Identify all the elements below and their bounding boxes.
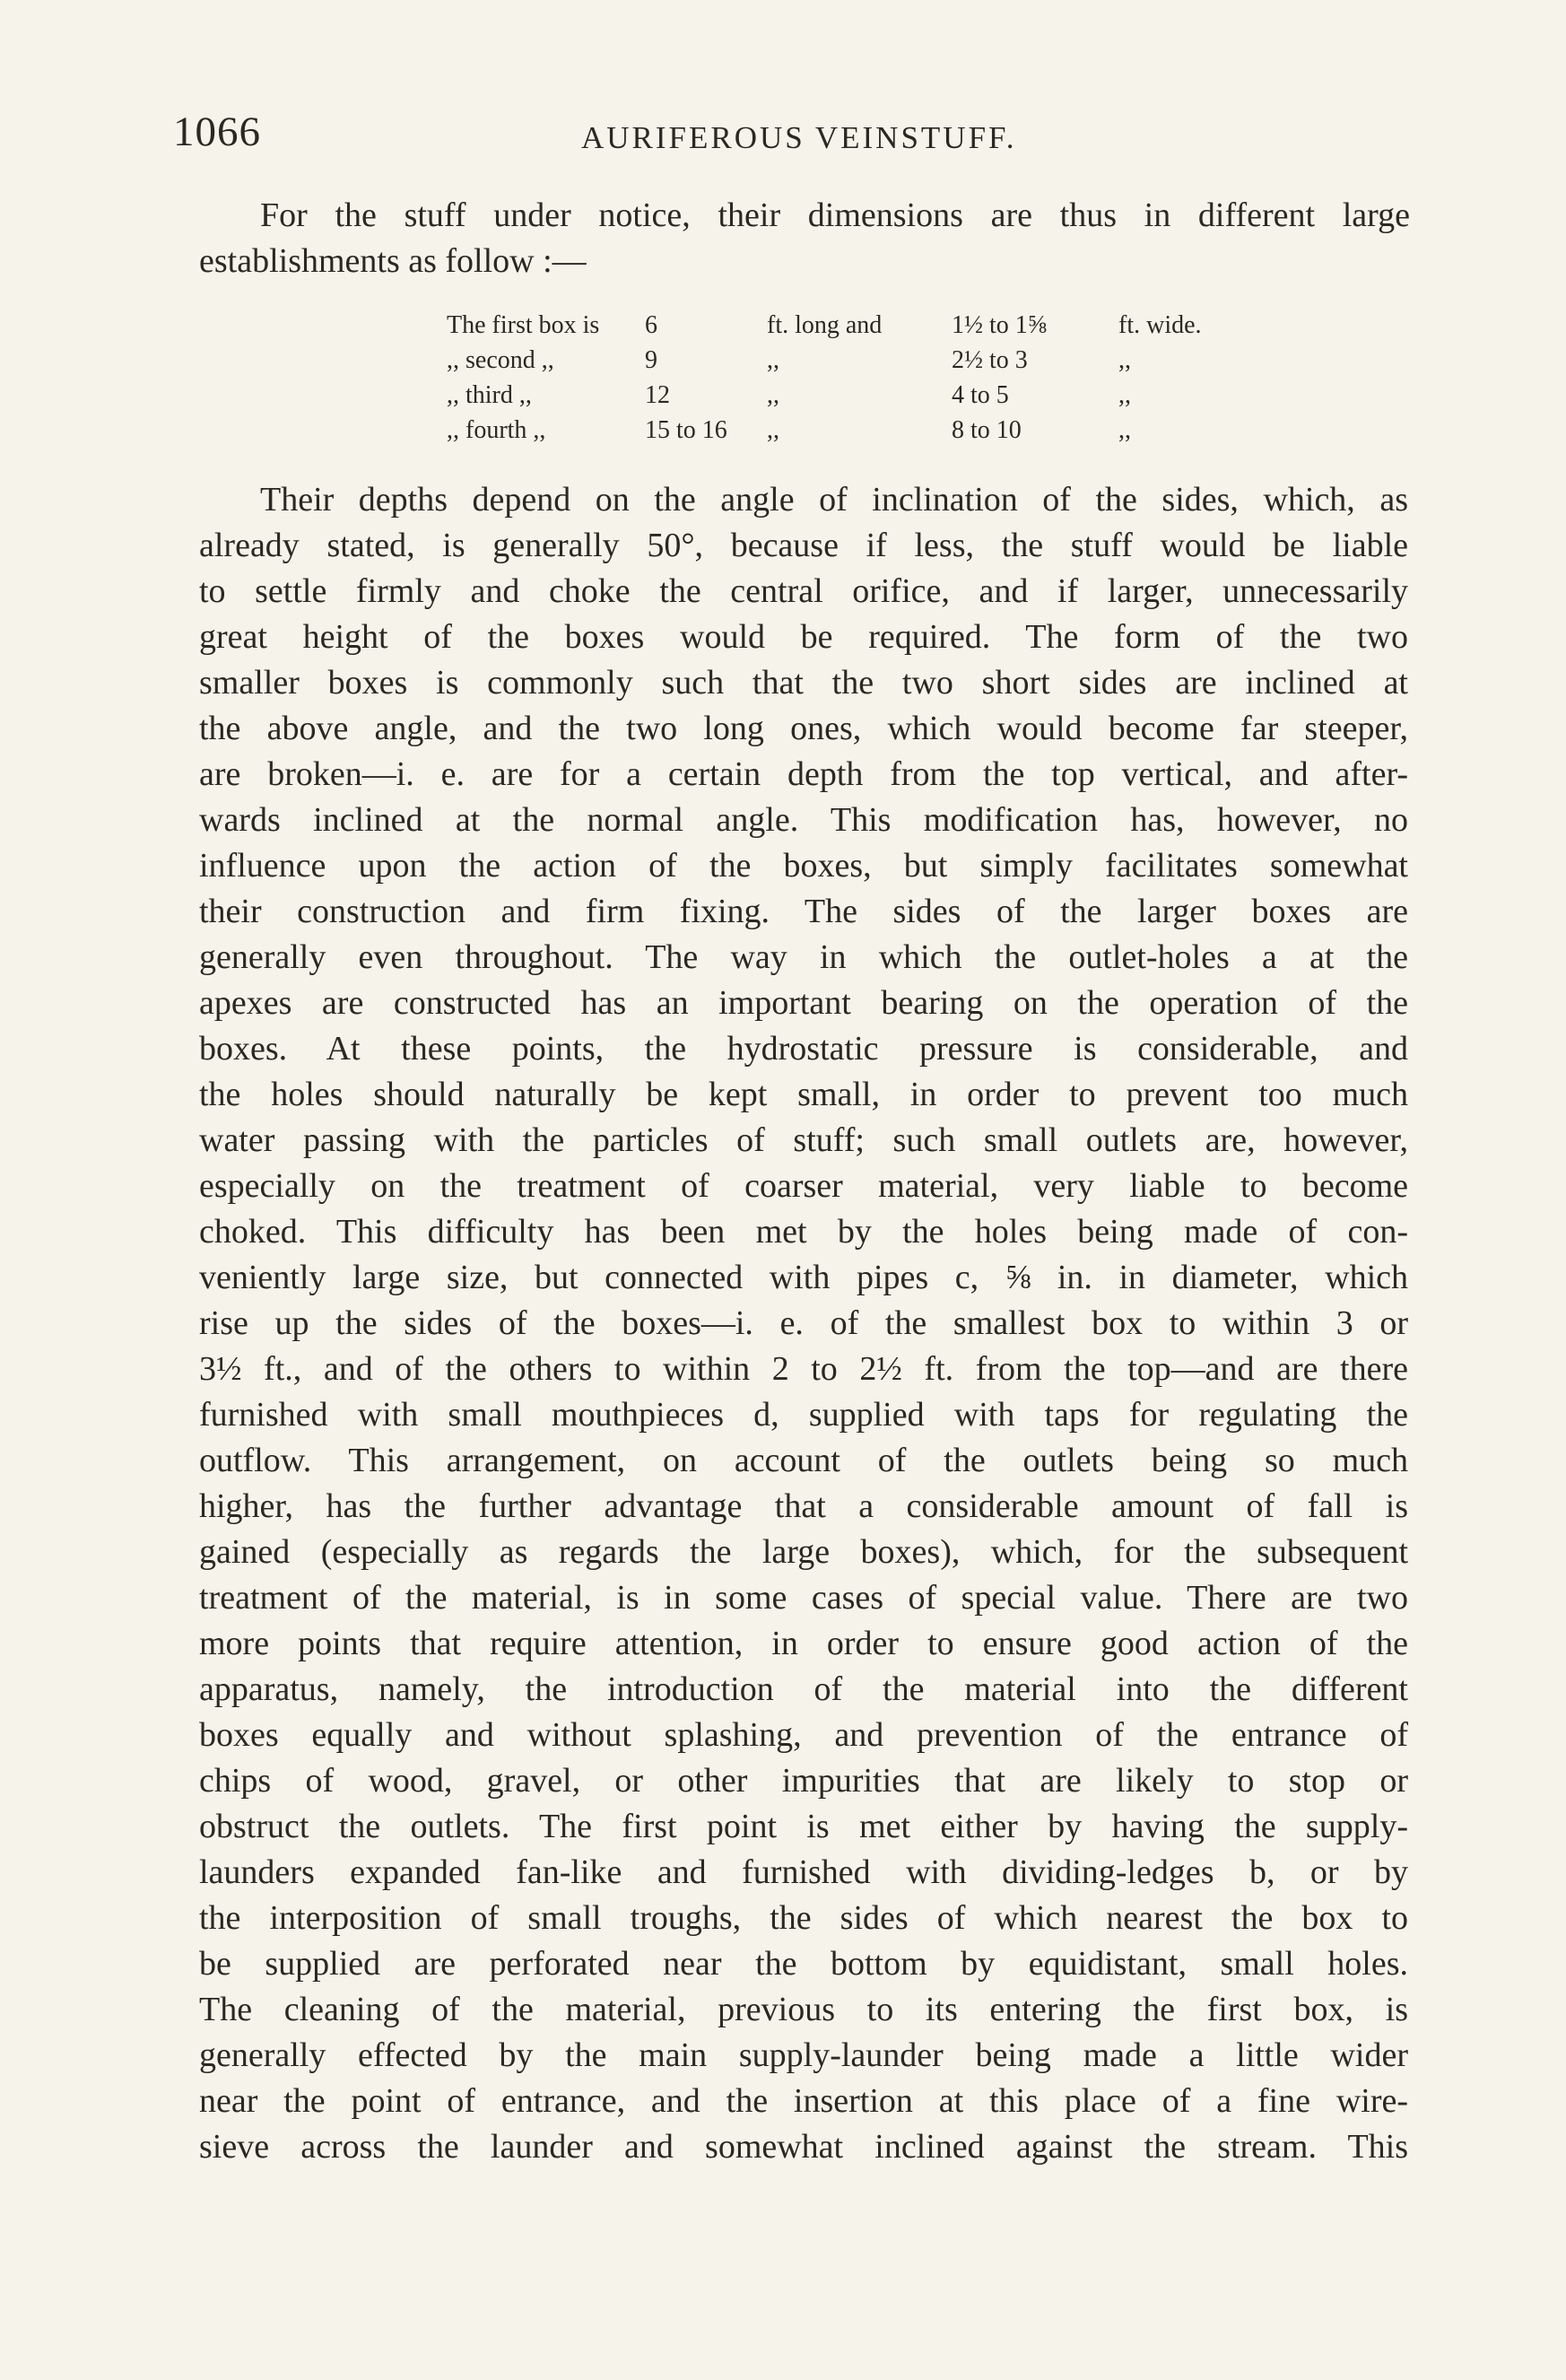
- table-row: [439, 308, 1233, 343]
- table-row: [439, 378, 1233, 413]
- width-unit: ft. wide.: [1118, 310, 1202, 339]
- width-unit: ,,: [1118, 415, 1131, 444]
- text-line: more points that require attention, in order to ensure good action of the: [199, 1625, 1408, 1662]
- text-line: the above angle, and the two long ones, which would become far steeper,: [199, 710, 1408, 747]
- length-value: 6: [645, 310, 657, 339]
- text-line: influence upon the action of the boxes, but simply facilitates somewhat: [199, 847, 1408, 885]
- text-line: higher, has the further advantage that a considerable amount of fall is: [199, 1487, 1408, 1525]
- length-unit: ,,: [767, 415, 779, 444]
- text-line: furnished with small mouthpieces d, supplied with taps for regulating the: [199, 1396, 1408, 1434]
- text-line: 3½ ft., and of the others to within 2 to 2½ ft. from the top—and are there: [199, 1350, 1408, 1388]
- row-label: ,, second ,,: [447, 345, 554, 374]
- width-value: 4 to 5: [952, 380, 1009, 409]
- text-line: rise up the sides of the boxes—i. e. of the smallest box to within 3 or: [199, 1304, 1408, 1342]
- width-value: 8 to 10: [952, 415, 1022, 444]
- text-line: to settle firmly and choke the central orifice, and if larger, unnecessarily: [199, 572, 1408, 610]
- width-unit: ,,: [1118, 345, 1131, 374]
- text-line: obstruct the outlets. The first point is met either by having the supply-: [199, 1808, 1408, 1845]
- length-unit: ,,: [767, 380, 779, 409]
- box-dimensions-table: [439, 308, 1233, 448]
- width-value: 2½ to 3: [952, 345, 1028, 374]
- text-line: chips of wood, gravel, or other impurities that are likely to stop or: [199, 1762, 1408, 1800]
- text-line: apparatus, namely, the introduction of the material into the different: [199, 1670, 1408, 1708]
- text-line: generally even throughout. The way in which the outlet-holes a at the: [199, 938, 1408, 976]
- table-row: [439, 413, 1233, 448]
- width-value: 1½ to 1⅝: [952, 310, 1047, 339]
- length-value: 12: [645, 380, 670, 409]
- text-line: great height of the boxes would be required. The form of the two: [199, 618, 1408, 656]
- text-line: already stated, is generally 50°, because if less, the stuff would be liable: [199, 527, 1408, 564]
- text-line: are broken—i. e. are for a certain depth from the top vertical, and after-: [199, 755, 1408, 793]
- text-line: be supplied are perforated near the bottom by equidistant, small holes.: [199, 1945, 1408, 1983]
- row-label: ,, third ,,: [447, 380, 532, 409]
- length-unit: ,,: [767, 345, 779, 374]
- text-line: Their depths depend on the angle of inclination of the sides, which, as: [260, 481, 1408, 519]
- text-line: wards inclined at the normal angle. This modification has, however, no: [199, 801, 1408, 839]
- length-unit: ft. long and: [767, 310, 883, 339]
- intro-line: For the stuff under notice, their dimensions are thus in different large: [260, 196, 1410, 234]
- text-line: smaller boxes is commonly such that the two short sides are inclined at: [199, 664, 1408, 702]
- text-line: gained (especially as regards the large boxes), which, for the subsequent: [199, 1533, 1408, 1571]
- intro-line: establishments as follow :—: [199, 242, 587, 280]
- text-line: choked. This difficulty has been met by the holes being made of con-: [199, 1213, 1408, 1251]
- text-line: generally effected by the main supply-launder being made a little wider: [199, 2036, 1408, 2074]
- text-line: their construction and firm fixing. The sides of the larger boxes are: [199, 893, 1408, 930]
- text-line: apexes are constructed has an important bearing on the operation of the: [199, 984, 1408, 1022]
- text-line: near the point of entrance, and the insertion at this place of a fine wire-: [199, 2082, 1408, 2120]
- page-number: 1066: [173, 109, 261, 155]
- row-label: The first box is: [447, 310, 600, 339]
- text-line: especially on the treatment of coarser material, very liable to become: [199, 1167, 1408, 1205]
- text-line: veniently large size, but connected with pipes c, ⅝ in. in diameter, which: [199, 1259, 1408, 1296]
- width-unit: ,,: [1118, 380, 1131, 409]
- row-label: ,, fourth ,,: [447, 415, 546, 444]
- length-value: 15 to 16: [645, 415, 727, 444]
- text-line: the interposition of small troughs, the sides of which nearest the box to: [199, 1899, 1408, 1937]
- text-line: sieve across the launder and somewhat inclined against the stream. This: [199, 2128, 1408, 2166]
- intro-paragraph: [199, 193, 1410, 284]
- table-row: [439, 343, 1233, 378]
- text-line: treatment of the material, is in some cases of special value. There are two: [199, 1579, 1408, 1617]
- body-paragraph: [199, 477, 1408, 2170]
- text-line: water passing with the particles of stuff; such small outlets are, however,: [199, 1121, 1408, 1159]
- length-value: 9: [645, 345, 657, 374]
- text-line: outflow. This arrangement, on account of the outlets being so much: [199, 1442, 1408, 1479]
- text-line: boxes equally and without splashing, and prevention of the entrance of: [199, 1716, 1408, 1754]
- text-line: launders expanded fan-like and furnished with dividing-ledges b, or by: [199, 1853, 1408, 1891]
- running-head: AURIFEROUS VEINSTUFF.: [581, 120, 1017, 155]
- text-line: the holes should naturally be kept small, in order to prevent too much: [199, 1076, 1408, 1113]
- text-line: The cleaning of the material, previous to its entering the first box, is: [199, 1991, 1408, 2028]
- text-line: boxes. At these points, the hydrostatic pressure is considerable, and: [199, 1030, 1408, 1068]
